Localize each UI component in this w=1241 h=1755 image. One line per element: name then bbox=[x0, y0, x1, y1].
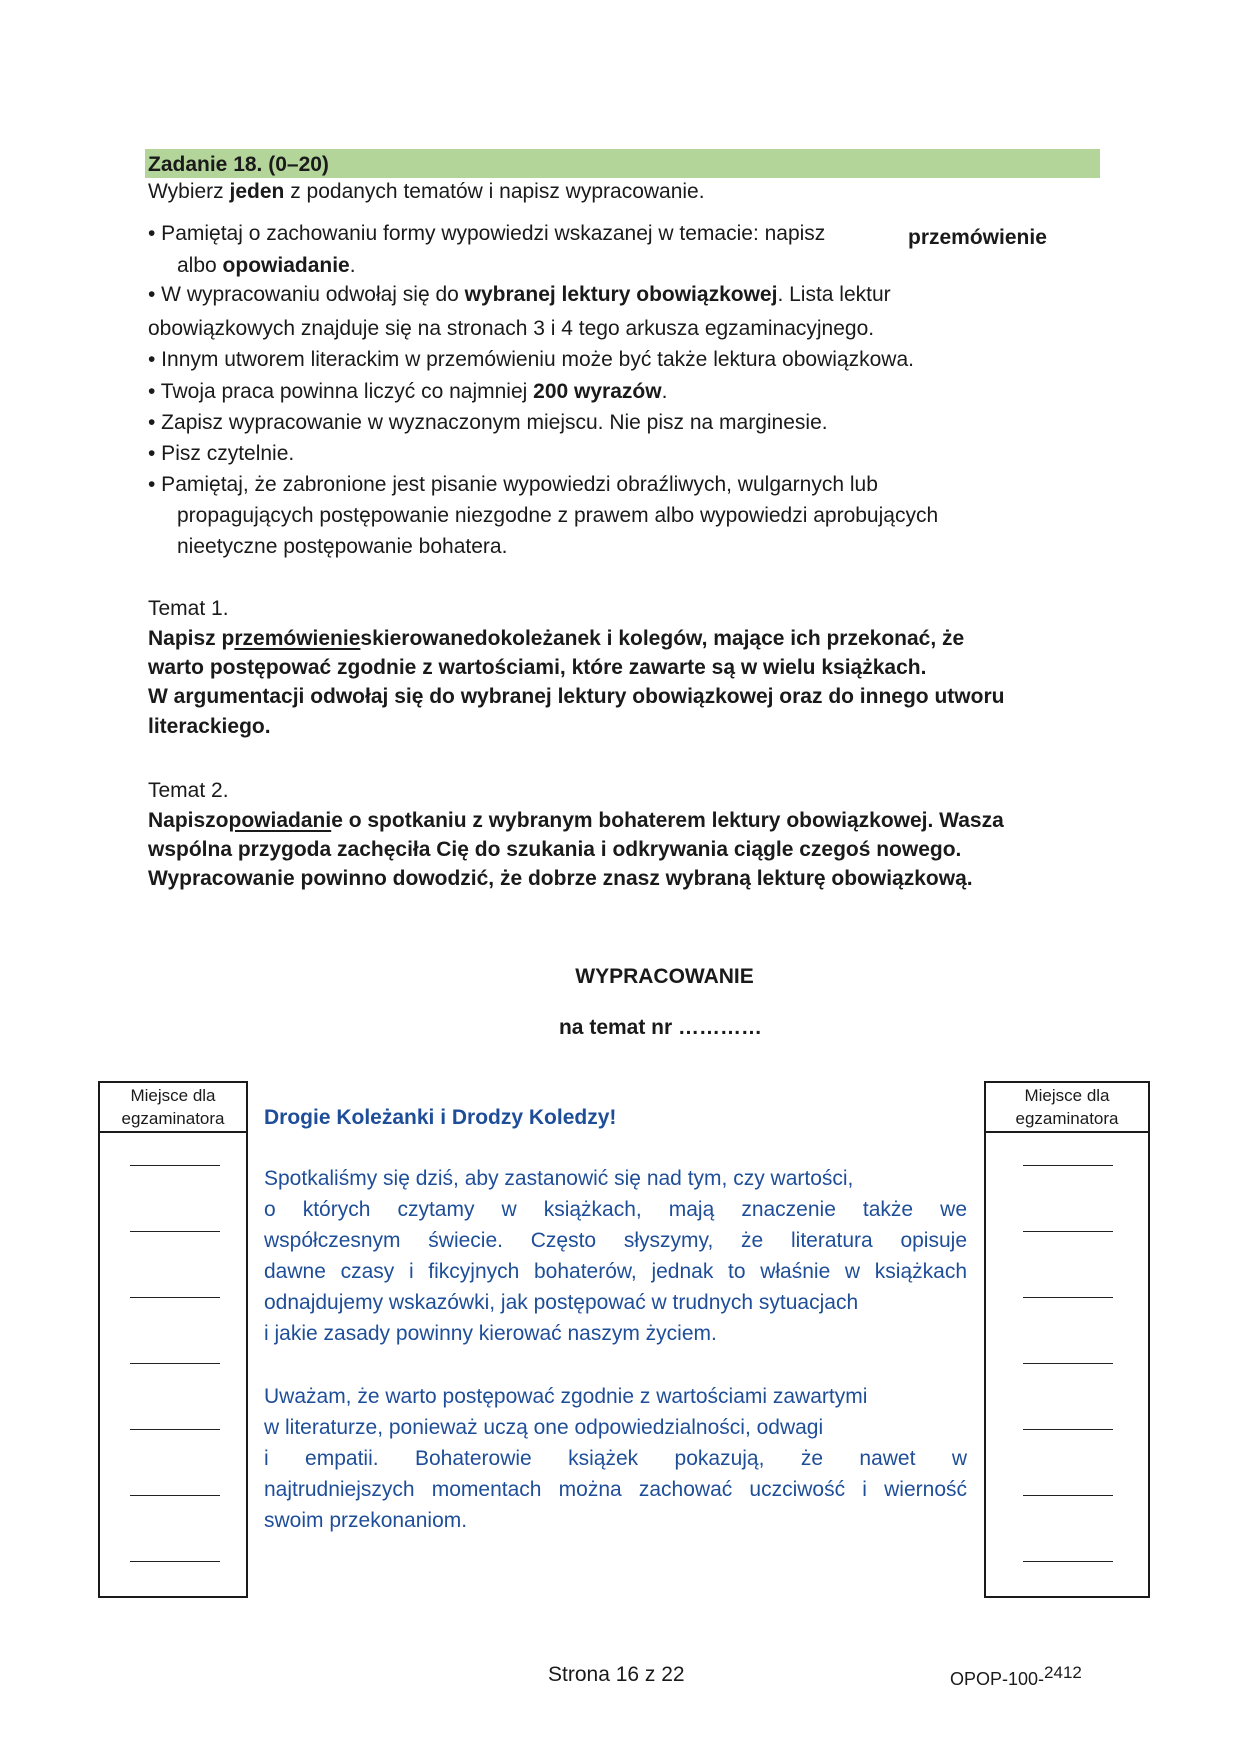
topic1-label: Temat 1. bbox=[148, 597, 229, 620]
rule-other-work: • Innym utworem literackim w przemówieniu może być także lektura obowiązkowa. bbox=[148, 348, 914, 371]
rule-form: • Pamiętaj o zachowaniu formy wypowiedzi wskazanej w temacie: napisz bbox=[148, 222, 826, 245]
essay-line: Uważam, że warto postępować zgodnie z wartościami zawartymi bbox=[264, 1385, 868, 1408]
score-line[interactable] bbox=[1023, 1231, 1113, 1232]
rule-form-cont: albo opowiadanie. bbox=[177, 254, 356, 277]
topic1-line3: W argumentacji odwołaj się do wybranej lektury obowiązkowej oraz do innego utworu bbox=[148, 685, 1005, 708]
score-line[interactable] bbox=[130, 1231, 220, 1232]
score-line[interactable] bbox=[1023, 1495, 1113, 1496]
score-line[interactable] bbox=[130, 1495, 220, 1496]
topic2-line1: Napiszopowiadanie o spotkaniu z wybranym bohaterem lektury obowiązkowej. Wasza bbox=[148, 809, 1004, 832]
rule-reading: • W wypracowaniu odwołaj się do wybranej lektury obowiązkowej. Lista lektur bbox=[148, 283, 891, 306]
essay-title: WYPRACOWANIE bbox=[575, 965, 754, 988]
essay-line: Spotkaliśmy się dziś, aby zastanowić się nad tym, czy wartości, bbox=[264, 1167, 854, 1190]
essay-subtitle: na temat nr ………… bbox=[558, 1016, 763, 1039]
rule-word-count: • Twoja praca powinna liczyć co najmniej 200 wyrazów. bbox=[148, 380, 668, 403]
topic2-label: Temat 2. bbox=[148, 779, 229, 802]
examiner-box-right-header bbox=[986, 1083, 1148, 1133]
page-number: Strona 16 z 22 bbox=[548, 1663, 685, 1686]
rule-forbidden-cont1: propagujących postępowanie niezgodne z prawem albo wypowiedzi aprobujących bbox=[177, 504, 939, 527]
essay-paragraph-1 bbox=[264, 1163, 967, 1349]
essay-line: swoim przekonaniom. bbox=[264, 1509, 468, 1532]
topic2-line3: Wypracowanie powinno dowodzić, że dobrze znasz wybraną lekturę obowiązkową. bbox=[148, 867, 973, 890]
task-header: Zadanie 18. (0–20) bbox=[145, 149, 1100, 178]
essay-line: i jakie zasady powinny kierować naszym życiem. bbox=[264, 1322, 717, 1345]
essay-line: w literaturze, ponieważ uczą one odpowiedzialności, odwagi bbox=[264, 1416, 824, 1439]
essay-line: o których czytamy w książkach, mają znaczenie także we bbox=[264, 1198, 967, 1221]
score-line[interactable] bbox=[1023, 1561, 1113, 1562]
essay-greeting: Drogie Koleżanki i Drodzy Koledzy! bbox=[264, 1106, 617, 1129]
examiner-label-line2: egzaminatora bbox=[121, 1109, 225, 1128]
score-line[interactable] bbox=[130, 1297, 220, 1298]
examiner-label-line1: Miejsce dla bbox=[1024, 1086, 1110, 1105]
score-line[interactable] bbox=[130, 1561, 220, 1562]
essay-line: najtrudniejszych momentach można zachować uczciwość i wierność bbox=[264, 1478, 967, 1501]
rule-form-bold: przemówienie bbox=[908, 226, 1047, 249]
examiner-box-left bbox=[98, 1081, 248, 1598]
score-line[interactable] bbox=[1023, 1363, 1113, 1364]
sheet-code: OPOP-100-2412 bbox=[950, 1663, 1082, 1689]
score-line[interactable] bbox=[130, 1363, 220, 1364]
topic1-line4: literackiego. bbox=[148, 715, 271, 738]
rule-legible: • Pisz czytelnie. bbox=[148, 442, 295, 465]
topic1-line2: warto postępować zgodnie z wartościami, które zawarte są w wielu książkach. bbox=[148, 656, 927, 679]
examiner-label-line1: Miejsce dla bbox=[130, 1086, 216, 1105]
topic2-line2: wspólna przygoda zachęciła Cię do szukania i odkrywania ciągle czegoś nowego. bbox=[148, 838, 962, 861]
examiner-box-right bbox=[984, 1081, 1150, 1598]
essay-line: odnajdujemy wskazówki, jak postępować w trudnych sytuacjach bbox=[264, 1291, 859, 1314]
score-line[interactable] bbox=[1023, 1165, 1113, 1166]
score-line[interactable] bbox=[1023, 1429, 1113, 1430]
essay-line: i empatii. Bohaterowie książek pokazują, że nawet w bbox=[264, 1447, 967, 1470]
score-line[interactable] bbox=[1023, 1297, 1113, 1298]
topic1-line1: Napisz przemówienieskierowanedokoleżanek i kolegów, mające ich przekonać, że bbox=[148, 627, 965, 650]
score-line[interactable] bbox=[130, 1429, 220, 1430]
examiner-label-line2: egzaminatora bbox=[1015, 1109, 1119, 1128]
essay-paragraph-2 bbox=[264, 1381, 967, 1536]
rule-forbidden: • Pamiętaj, że zabronione jest pisanie wypowiedzi obraźliwych, wulgarnych lub bbox=[148, 473, 878, 496]
rule-write-place: • Zapisz wypracowanie w wyznaczonym miejscu. Nie pisz na marginesie. bbox=[148, 411, 828, 434]
score-line[interactable] bbox=[130, 1165, 220, 1166]
rule-forbidden-cont2: nieetyczne postępowanie bohatera. bbox=[177, 535, 508, 558]
rule-reading-cont: obowiązkowych znajduje się na stronach 3 i 4 tego arkusza egzaminacyjnego. bbox=[148, 317, 875, 340]
essay-line: dawne czasy i fikcyjnych bohaterów, jednak to właśnie w książkach bbox=[264, 1260, 967, 1283]
task-intro: Wybierz jeden z podanych tematów i napisz wypracowanie. bbox=[148, 180, 705, 203]
essay-line: współczesnym świecie. Często słyszymy, że literatura opisuje bbox=[264, 1229, 967, 1252]
examiner-box-left-header bbox=[100, 1083, 246, 1133]
